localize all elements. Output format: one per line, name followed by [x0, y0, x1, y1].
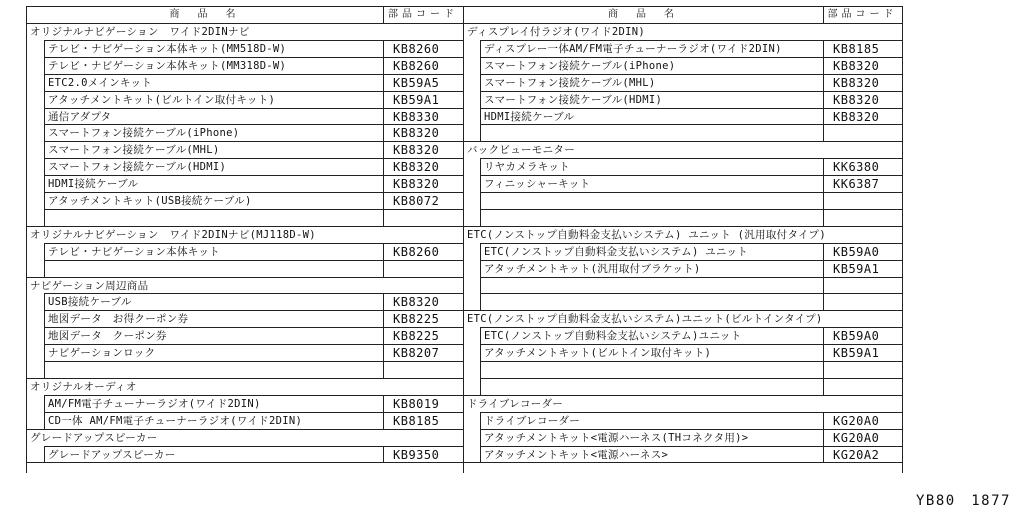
item-name: ドライブレコーダー	[484, 414, 581, 427]
indent-rule	[44, 124, 45, 142]
indent-rule	[480, 412, 481, 430]
item-name: フィニッシャーキット	[484, 178, 591, 191]
indent-rule	[44, 158, 45, 176]
indent-rule	[480, 243, 481, 261]
indent-rule	[480, 361, 481, 379]
indent-rule	[480, 74, 481, 92]
row-rule	[44, 260, 463, 261]
code-rule	[823, 293, 824, 311]
item-name: USB接続ケーブル	[48, 296, 132, 309]
item-name: スマートフォン接続ケーブル(MHL)	[48, 144, 220, 157]
row-rule	[480, 124, 902, 125]
indent-rule	[44, 260, 45, 278]
code-rule	[383, 412, 384, 430]
row-rule	[480, 378, 902, 379]
indent-rule	[44, 243, 45, 261]
item-name: ナビゲーションロック	[48, 347, 156, 360]
part-code: KB8330	[393, 109, 440, 124]
code-rule	[823, 446, 824, 464]
category-label: ディスプレイ付ラジオ(ワイド2DIN)	[467, 26, 646, 38]
indent-rule	[44, 74, 45, 92]
part-code: KK6380	[833, 160, 880, 175]
code-rule	[383, 361, 384, 379]
item-name: AM/FM電子チューナーラジオ(ワイド2DIN)	[48, 397, 261, 410]
code-rule	[823, 108, 824, 126]
code-rule	[383, 141, 384, 159]
code-rule	[823, 57, 824, 75]
code-rule	[823, 192, 824, 210]
indent-rule	[480, 344, 481, 362]
row-rule	[44, 361, 463, 362]
code-rule	[823, 260, 824, 278]
indent-rule	[480, 91, 481, 109]
part-code: KG20A0	[833, 413, 880, 428]
code-rule	[823, 40, 824, 58]
indent-rule	[480, 124, 481, 142]
row-rule	[26, 462, 463, 463]
indent-rule	[480, 429, 481, 447]
part-code: KB8320	[393, 177, 440, 192]
indent-rule	[44, 175, 45, 193]
code-rule	[383, 74, 384, 92]
table-border-right	[902, 6, 903, 473]
indent-rule	[44, 57, 45, 75]
part-code: KG20A2	[833, 447, 880, 462]
code-rule	[823, 175, 824, 193]
code-rule	[383, 192, 384, 210]
part-code: KB8185	[393, 413, 440, 428]
code-rule	[823, 91, 824, 109]
row-rule	[44, 209, 463, 210]
item-name: テレビ・ナビゲーション本体キット	[48, 245, 220, 258]
indent-rule	[480, 57, 481, 75]
code-rule	[383, 293, 384, 311]
code-rule	[823, 74, 824, 92]
part-code: KB8320	[833, 109, 880, 124]
item-name: CD一体 AM/FM電子チューナーラジオ(ワイド2DIN)	[48, 414, 303, 427]
code-rule	[823, 243, 824, 261]
part-code: KB59A1	[833, 261, 880, 276]
row-rule	[480, 361, 902, 362]
indent-rule	[480, 260, 481, 278]
item-name: ETC(ノンストップ自動料金支払いシステム) ユニット	[484, 245, 749, 258]
indent-rule	[44, 446, 45, 464]
category-label: ETC(ノンストップ自動料金支払いシステム) ユニット (汎用取付タイプ)	[467, 228, 826, 241]
indent-rule	[480, 40, 481, 58]
category-label: ナビゲーション周辺商品	[30, 279, 149, 292]
item-name: スマートフォン接続ケーブル(iPhone)	[484, 59, 676, 72]
code-rule	[823, 209, 824, 227]
item-name: スマートフォン接続ケーブル(MHL)	[484, 76, 656, 89]
item-name: アタッチメントキット<電源ハーネス>	[484, 448, 669, 461]
part-code: KB8207	[393, 346, 440, 361]
code-rule	[823, 361, 824, 379]
code-rule	[823, 277, 824, 295]
table-border-left	[26, 6, 27, 473]
part-code: KB59A0	[833, 329, 880, 344]
indent-rule	[480, 175, 481, 193]
indent-rule	[44, 91, 45, 109]
code-rule	[383, 91, 384, 109]
item-name: HDMI接続ケーブル	[484, 110, 575, 123]
part-code: KB9350	[393, 447, 440, 462]
panel-divider	[463, 6, 464, 473]
column-header-name: 商 品 名	[169, 9, 240, 20]
item-name: HDMI接続ケーブル	[48, 178, 139, 191]
category-label: オリジナルオーディオ	[30, 380, 137, 393]
item-name: テレビ・ナビゲーション本体キット(MM318D-W)	[48, 59, 287, 72]
indent-rule	[480, 108, 481, 126]
code-rule	[823, 124, 824, 142]
indent-rule	[480, 378, 481, 396]
part-code: KB8320	[393, 160, 440, 175]
part-code: KB8225	[393, 329, 440, 344]
item-name: スマートフォン接続ケーブル(iPhone)	[48, 127, 240, 140]
code-rule	[383, 108, 384, 126]
item-name: 地図データ クーポン券	[48, 330, 167, 343]
indent-rule	[44, 344, 45, 362]
part-code: KB8019	[393, 396, 440, 411]
item-name: 通信アダプタ	[48, 110, 112, 123]
part-code: KB8260	[393, 41, 440, 56]
indent-rule	[44, 40, 45, 58]
column-header-name: 商 品 名	[608, 9, 678, 20]
part-code: KB8320	[833, 75, 880, 90]
code-rule	[823, 344, 824, 362]
code-rule	[383, 209, 384, 227]
code-rule	[383, 158, 384, 176]
header-code-divider	[823, 6, 824, 23]
indent-rule	[44, 209, 45, 227]
code-rule	[383, 175, 384, 193]
item-name: 地図データ お得クーポン券	[48, 313, 189, 326]
indent-rule	[480, 446, 481, 464]
item-name: リヤカメラキット	[484, 161, 570, 174]
part-code: KB8320	[833, 92, 880, 107]
indent-rule	[44, 293, 45, 311]
code-rule	[383, 260, 384, 278]
code-rule	[823, 158, 824, 176]
code-rule	[383, 344, 384, 362]
indent-rule	[44, 310, 45, 328]
item-name: グレードアップスピーカー	[48, 448, 176, 461]
header-code-divider	[383, 6, 384, 23]
indent-rule	[44, 327, 45, 345]
item-name: ディスプレー一体AM/FM電子チューナーラジオ(ワイド2DIN)	[484, 42, 782, 55]
indent-rule	[480, 327, 481, 345]
item-name: アタッチメントキット(ビルトイン取付キット)	[484, 347, 712, 360]
part-code: KK6387	[833, 177, 880, 192]
part-code: KB8320	[833, 58, 880, 73]
code-rule	[383, 124, 384, 142]
code-rule	[823, 412, 824, 430]
part-code: KB8260	[393, 58, 440, 73]
row-rule	[480, 192, 902, 193]
indent-rule	[44, 361, 45, 379]
part-code: KB8225	[393, 312, 440, 327]
item-name: アタッチメントキット(ビルトイン取付キット)	[48, 93, 276, 106]
category-label: グレードアップスピーカー	[30, 431, 158, 444]
part-code: KB59A0	[833, 244, 880, 259]
part-code: KB8185	[833, 41, 880, 56]
part-code: KB59A1	[833, 346, 880, 361]
row-rule	[480, 209, 902, 210]
category-label: ETC(ノンストップ自動料金支払いシステム)ユニット(ビルトインタイプ)	[467, 313, 823, 326]
item-name: スマートフォン接続ケーブル(HDMI)	[484, 93, 663, 106]
indent-rule	[44, 192, 45, 210]
code-rule	[383, 57, 384, 75]
item-name: ETC(ノンストップ自動料金支払いシステム)ユニット	[484, 330, 742, 343]
part-code: KB8072	[393, 194, 440, 208]
part-code: KG20A0	[833, 430, 880, 445]
code-rule	[823, 327, 824, 345]
column-header-code: 部品コード	[388, 9, 458, 20]
part-code: KB59A1	[393, 92, 440, 107]
part-code: KB8320	[393, 126, 440, 141]
item-name: スマートフォン接続ケーブル(HDMI)	[48, 161, 227, 174]
indent-rule	[480, 293, 481, 311]
indent-rule	[480, 192, 481, 210]
indent-rule	[480, 209, 481, 227]
code-rule	[823, 378, 824, 396]
code-rule	[383, 243, 384, 261]
code-rule	[383, 310, 384, 328]
indent-rule	[44, 395, 45, 413]
indent-rule	[44, 108, 45, 126]
indent-rule	[44, 141, 45, 159]
row-rule	[480, 277, 902, 278]
code-rule	[383, 446, 384, 464]
part-code: KB59A5	[393, 75, 440, 90]
code-rule	[823, 429, 824, 447]
category-label: オリジナルナビゲーション ワイド2DINナビ	[30, 26, 250, 38]
indent-rule	[480, 158, 481, 176]
code-rule	[383, 395, 384, 413]
indent-rule	[44, 412, 45, 430]
part-code: KB8260	[393, 244, 440, 259]
row-rule	[463, 462, 902, 463]
item-name: テレビ・ナビゲーション本体キット(MM518D-W)	[48, 42, 287, 55]
part-code: KB8320	[393, 295, 440, 310]
category-label: バックビューモニター	[467, 144, 575, 157]
row-rule	[480, 293, 902, 294]
item-name: ETC2.0メインキット	[48, 76, 153, 89]
column-header-code: 部品コード	[827, 9, 898, 20]
item-name: アタッチメントキット(汎用取付ブラケット)	[484, 262, 701, 275]
page-reference: YB80 1877	[916, 493, 1011, 509]
code-rule	[383, 40, 384, 58]
code-rule	[383, 327, 384, 345]
part-code: KB8320	[393, 143, 440, 158]
category-label: ドライブレコーダー	[467, 397, 564, 410]
indent-rule	[480, 277, 481, 295]
category-label: オリジナルナビゲーション ワイド2DINナビ(MJ118D-W)	[30, 228, 316, 241]
item-name: アタッチメントキット(USB接続ケーブル)	[48, 195, 252, 207]
item-name: アタッチメントキット<電源ハーネス(THコネクタ用)>	[484, 431, 749, 444]
